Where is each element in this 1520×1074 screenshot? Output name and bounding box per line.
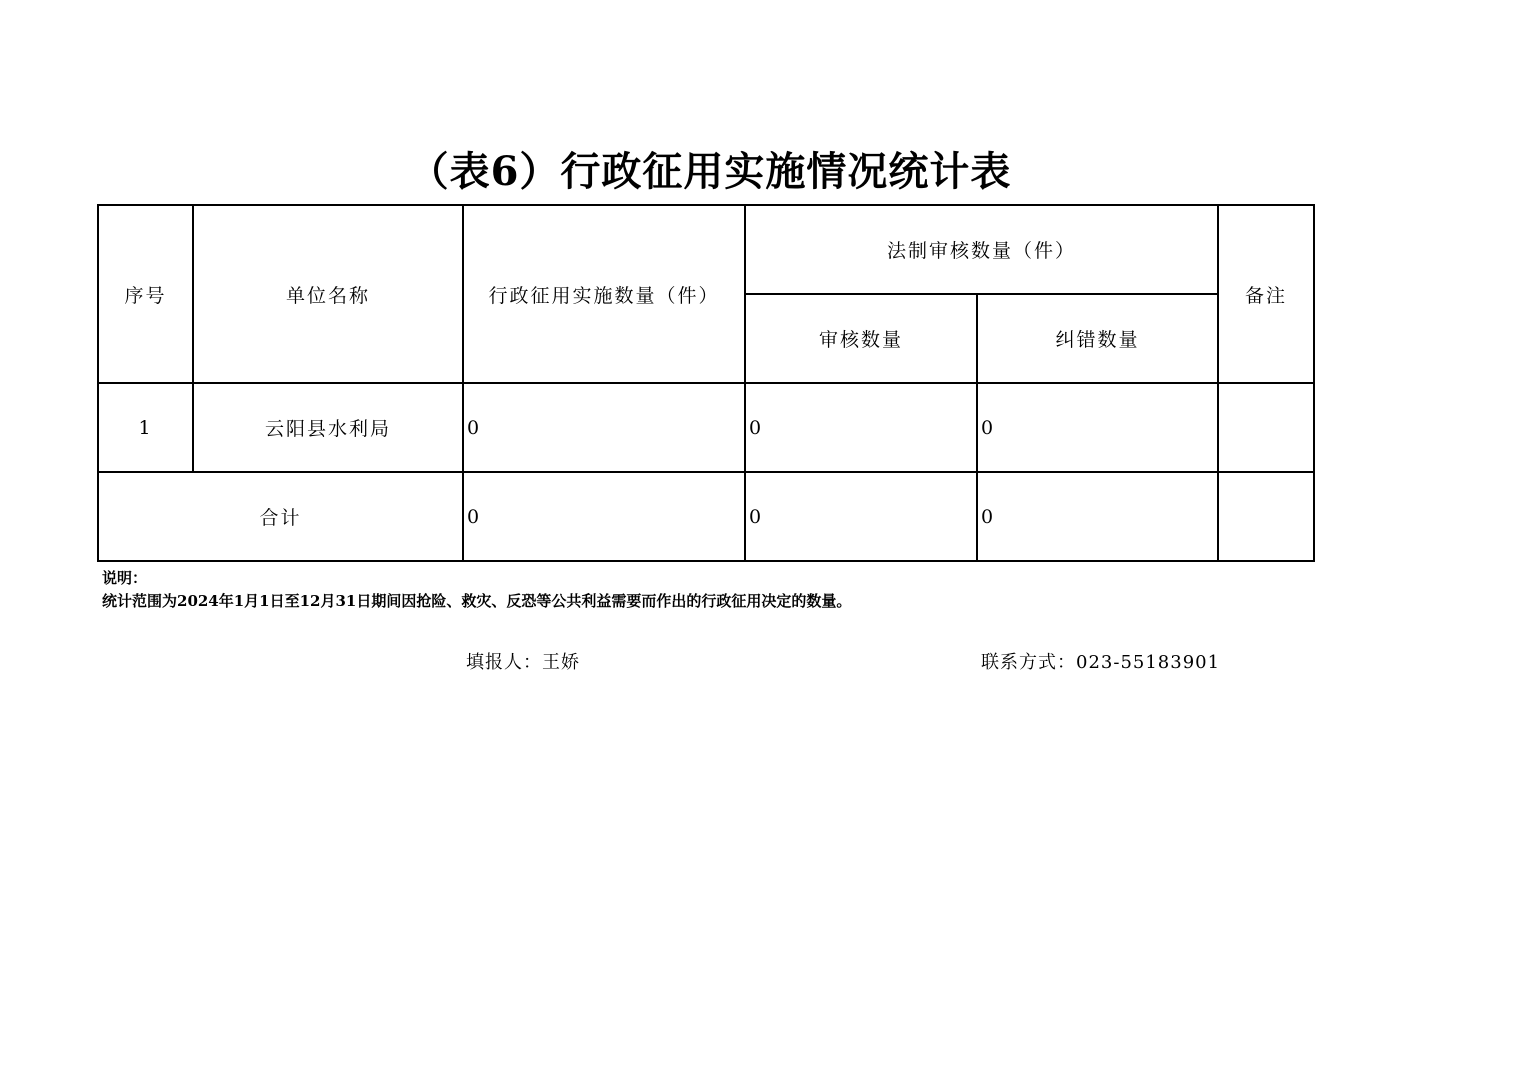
table-total-row [98, 472, 1314, 561]
statistics-table [97, 204, 1315, 562]
header-seq: 序号 [98, 205, 193, 383]
cell-correction-count: 0 [977, 383, 1218, 472]
note-text: 统计范围为2024年1月1日至12月31日期间因抢险、救灾、反恐等公共利益需要而作出的行政征用决定的数量。 [102, 592, 852, 610]
header-unit-name: 单位名称 [193, 205, 463, 383]
note-label: 说明： [102, 569, 148, 587]
total-correction-count: 0 [977, 472, 1218, 561]
page-title: （表6）行政征用实施情况统计表 [408, 148, 1012, 195]
contact-info: 联系方式：023-55183901 [981, 652, 1221, 673]
total-remarks [1218, 472, 1314, 561]
header-correction-count: 纠错数量 [977, 294, 1218, 383]
cell-unit-name: 云阳县水利局 [193, 383, 463, 472]
total-review-count: 0 [745, 472, 977, 561]
header-review-count: 审核数量 [745, 294, 977, 383]
cell-requisition-count: 0 [463, 383, 745, 472]
header-legal-review-group: 法制审核数量（件） [745, 205, 1218, 294]
header-remarks: 备注 [1218, 205, 1314, 383]
cell-seq: 1 [98, 383, 193, 472]
cell-remarks [1218, 383, 1314, 472]
header-requisition-count: 行政征用实施数量（件） [463, 205, 745, 383]
total-requisition-count: 0 [463, 472, 745, 561]
cell-review-count: 0 [745, 383, 977, 472]
total-label: 合计 [98, 472, 463, 561]
filler-info: 填报人：王娇 [466, 652, 580, 673]
table-header-row [98, 205, 1314, 294]
table-row [98, 383, 1314, 472]
